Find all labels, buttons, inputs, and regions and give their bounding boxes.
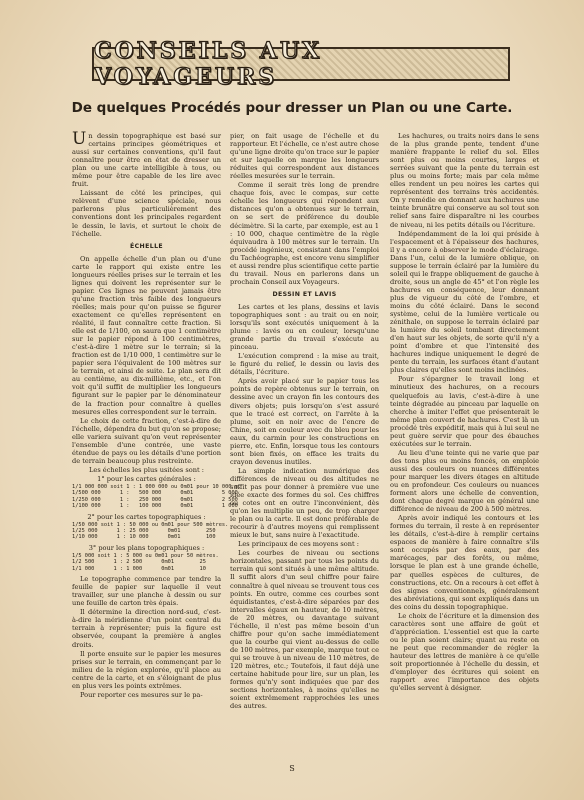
paragraph: Pour s'épargner le travail long et minutieux des hachures, on a recours quelquefois au lavis, c'est-à-dire à une teinte dégradée au pinceau par laquelle on cherche à imiter l'effet que présenterait le même plan couvert de hachures. C'est là un procédé très expéditif, mais qui à lui seul ne peut guère servir que pour des ébauches exécutées sur le terrain.: [390, 375, 539, 448]
paragraph: Après avoir indiqué les contours et les formes du terrain, il reste à en représenter les détails, c'est-à-dire à remplir certains espaces de manière à faire connaître s'ils sont occupés par des eaux, par des marécages, par des forêts, ou même, lorsque le plan est à une grande échelle, par quelles espèces de cultures, de constructions, etc. On a recours à cet effet à des signes conventionnels, généralement des abréviations, qui sont expliqués dans un des coins du dessin topographique.: [390, 514, 539, 611]
page-number: S: [289, 764, 295, 773]
paragraph: Les principaux de ces moyens sont :: [238, 540, 359, 549]
banner-title: CONSEILS AUX VOYAGEURS: [94, 38, 323, 90]
article-title: De quelques Procédés pour dresser un Plan ou une Carte.: [71, 100, 513, 116]
paragraph: Les hachures, ou traits noirs dans le sens de la plus grande pente, tendent d'une manière frappante le relief du sol. Elles sont plus ou moins courtes, larges et serrées suivant que la pente du terrain est plus ou moins forte; mais par cela même elles rendent un peu noires les cartes qui représentent des terrains très accidentés. On y remédie en donnant aux hachures une teinte brunâtre qui conserve au sol tout son relief sans faire disparaître ni les courbes de niveau, ni les petits détails ou l'écriture.: [390, 132, 539, 229]
drop-cap: U: [72, 129, 87, 149]
paragraph: Après avoir placé sur le papier tous les points de repère obtenus sur le terrain, on dessine avec un crayon fin les contours des divers objets; puis lorsqu'on s'est assuré que le tracé est correct, on l'arrête à la plume, soit en noir avec de l'encre de Chine, soit en couleur avec du bleu pour les eaux, du carmin pour les constructions en pierre, etc. Enfin, lorsque tous les contours sont bien fixés, on efface les traits du crayon devenus inutiles.: [230, 377, 379, 466]
column-3: [390, 132, 539, 693]
paragraph: Il porte ensuite sur le papier les mesures prises sur le terrain, en commençant par le milieu de la région explorée, qu'il place au centre de la carte, et en s'éloignant de plus en plus vers les points extrêmes.: [72, 649, 221, 690]
section-banner: [92, 38, 510, 90]
paragraph: Les cartes et les plans, dessins et lavis topographiques sont : au trait ou en noir, lorsqu'ils sont exécutés uniquement à la plume : lavés ou en couleur, lorsqu'une grande partie du travail s'exécute au pinceau.: [230, 302, 379, 352]
paragraph: 3° pour les plans topographiques :: [88, 543, 205, 552]
paragraph: La simple indication numérique des différences de niveau ou des altitudes ne suffit pas pour donner à première vue une idée exacte des formes du sol. Ces chiffres ou cotes ont en outre l'inconvénient, dès qu'on les multiplie un peu, de trop charger le plan ou la carte. Il est donc préférable de recourir à d'autres moyens qui remplissent mieux le but, sans nuire à l'exactitude.: [230, 466, 379, 540]
paragraph-text: n dessin topographique est basé sur certains principes géométriques et aussi sur certaines conventions, qu'il faut connaître pour être en état de dresser un plan ou une carte intelligible à tous, ou même pour être capable de les lire avec fruit.: [72, 132, 221, 189]
paragraph: 1° pour les cartes générales :: [97, 474, 196, 483]
paragraph: Le choix de cette fraction, c'est-à-dire de l'échelle, dépendra du but qu'on se propose; elle variera suivant qu'on veut représenter l'ensemble d'une contrée, une vaste étendue de pays ou les détails d'une portion de terrain beaucoup plus restreinte.: [72, 416, 221, 465]
paragraph: Pour reporter ces mesures sur le pa-: [80, 690, 203, 699]
paragraph: Les échelles les plus usitées sont :: [89, 465, 204, 474]
paragraph: Au lieu d'une teinte qui ne varie que par des tons plus ou moins foncés, on emploie aussi des couleurs ou nuances différentes pour marquer les divers étages en altitude ou en profondeur. Ces couleurs ou nuances forment alors une échelle de convention, dont chaque degré marque en général une différence de niveau de 200 à 500 mètres.: [390, 448, 539, 514]
paragraph: Il détermine la direction nord-sud, c'est-à-dire la méridienne d'un point central du terrain à représenter; puis la figure est observée, coupant la première à angles droits.: [72, 608, 221, 649]
paragraph: L'exécution comprend : la mise au trait, le figuré du relief, le dessin ou lavis des détails, l'écriture.: [230, 352, 379, 377]
section-heading: DESSIN ET LAVIS: [272, 290, 337, 298]
paragraph: Les courbes de niveau ou sections horizontales, passant par tous les points du terrain qui sont situés à une même altitude. Il suffit alors d'un seul chiffre pour faire connaître à quel niveau se trouvent tous ces points. En outre, comme ces courbes sont équidistantes, c'est-à-dire séparées par des intervalles égaux en hauteur, de 10 mètres, de 20 mètres, ou davantage suivant l'échelle, il n'est pas même besoin d'un chiffre pour qu'on sache immédiatement que la courbe qui vient au-dessus de celle de 100 mètres, par exemple, marque tout ce qui se trouve à un niveau de 110 mètres, de 120 mètres, etc.; Toutefois, il faut déjà une certaine habitude pour lire, sur un plan, les formes qu'n'y sont indiquées que par des sections horizontales, à moins qu'elles ne soient extrêmement rapprochées les unes des autres.: [230, 549, 379, 711]
paragraph: Comme il serait très long de prendre chaque fois, avec le compas, sur cette échelle les longueurs qui répondent aux distances qu'on a obtenues sur le terrain, on se sert de préférence du double décimètre. Si la carte, par exemple, est au 1 : 10 000, chaque centimètre de la règle équivaudra à 100 mètres sur le terrain. Un procédé ingénieux, consistant dans l'emploi du Tachéographe, est encore venu simplifier et aussi rendre plus scientifique cette partie du travail. Nous en parlerons dans un prochain Conseil aux Voyageurs.: [230, 181, 379, 286]
paragraph: Le topographe commence par tendre la feuille de papier sur laquelle il veut travailler, sur une planche à dessin ou sur une feuille de carton très épais.: [72, 575, 221, 608]
scale-table: 1/5 000 soit 1 : 5 000 ou 0m01 pour 50 mètres. 1/2 500 1 : 2 500 0m01 25 1/1 000 1 : 1 000 0m01 10: [72, 552, 219, 572]
column-1: [72, 129, 242, 700]
section-heading: ÉCHELLE: [129, 242, 164, 250]
paragraph: On appelle échelle d'un plan ou d'une carte le rapport qui existe entre les longueurs réelles prises sur le terrain et les lignes qui doivent les représenter sur le papier. Ces lignes ne peuvent jamais être qu'une fraction très faible des longueurs réelles; mais pour qu'on puisse se figurer exactement ce qu'elles représentent en réalité, il faut connaître cette fraction. Si elle est de 1/100, on saura que 1 centimètre sur le papier répond à 100 centimètres, c'est-à-dire 1 mètre sur le terrain; si la fraction est de 1/10 000, 1 centimètre sur le papier sera l'équivalent de 100 mètres sur le terrain, et ainsi de suite. Le plan sera dit au centième, au dix-millième, etc., et l'on voit qu'il suffit de multiplier les longueurs figurant sur le papier par le dénominateur de la fraction pour connaître à quelles mesures elles correspondent sur le terrain.: [72, 254, 221, 416]
paragraph: Laissant de côté les principes, qui relèvent d'une science spéciale, nous parlerons plus particulièrement des conventions dont les principales regardent le dessin, le lavis, et surtout le choix de l'échelle.: [72, 189, 221, 238]
scale-table: 1/1 000 000 soit 1 : 1 000 000 ou 0m01 pour 10 000 m. 1/500 000 1 : 500 000 0m01 5 000 1/250 000 1 : 250 000 0m01 2 500 1/100 000 1 : 100 000 0m01 1 000: [72, 483, 242, 510]
paragraph: Indépendamment de la loi qui préside à l'espacement et à l'épaisseur des hachures, il y a encore à observer le mode d'éclairage. Dans l'un, celui de la lumière oblique, on suppose le terrain éclairé par la lumière du soleil qui le frappe obliquement de gauche à droite, sous un angle de 45° et l'on règle les hachures en conséquence, leur donnant plus de vigueur du côté de l'ombre, et moins du côté éclairé. Dans le second système, celui de la lumière verticale ou zénithale, on suppose le terrain éclairé par la lumière du soleil tombant directement d'en haut sur les objets, de sorte qu'il n'y a point d'ombre et que l'intensité des hachures indique uniquement le degré de pente du terrain, les surfaces étant d'autant plus claires qu'elles sont moins inclinées.: [390, 229, 539, 375]
scale-table: 1/50 000 soit 1 : 50 000 ou 0m01 pour 500 mètres. 1/25 000 1 : 25 000 0m01 250 1/10 000 1 : 10 000 0m01 100: [72, 521, 229, 541]
paragraph: 2° pour les cartes topographiques :: [87, 512, 206, 521]
paragraph: pier, on fait usage de l'échelle et du rapporteur. Et l'échelle, ce n'est autre chose qu'une ligne droite qu'on trace sur le papier et sur laquelle on marque les longueurs réduites qui correspondent aux distances réelles mesurées sur le terrain.: [230, 132, 379, 181]
column-2: [230, 132, 379, 711]
paragraph: [72, 129, 221, 189]
paragraph: Le choix de l'écriture et la dimension des caractères sont une affaire de goût et d'appréciation. L'essentiel est que la carte ou le plan soient clairs; quant au reste on ne peut que recommander de régler la hauteur des lettres de manière à ce qu'elle soit proportionnée à l'échelle du dessin, et d'employer des écritures qui soient en rapport avec l'importance des objets qu'elles servent à désigner.: [390, 611, 539, 693]
